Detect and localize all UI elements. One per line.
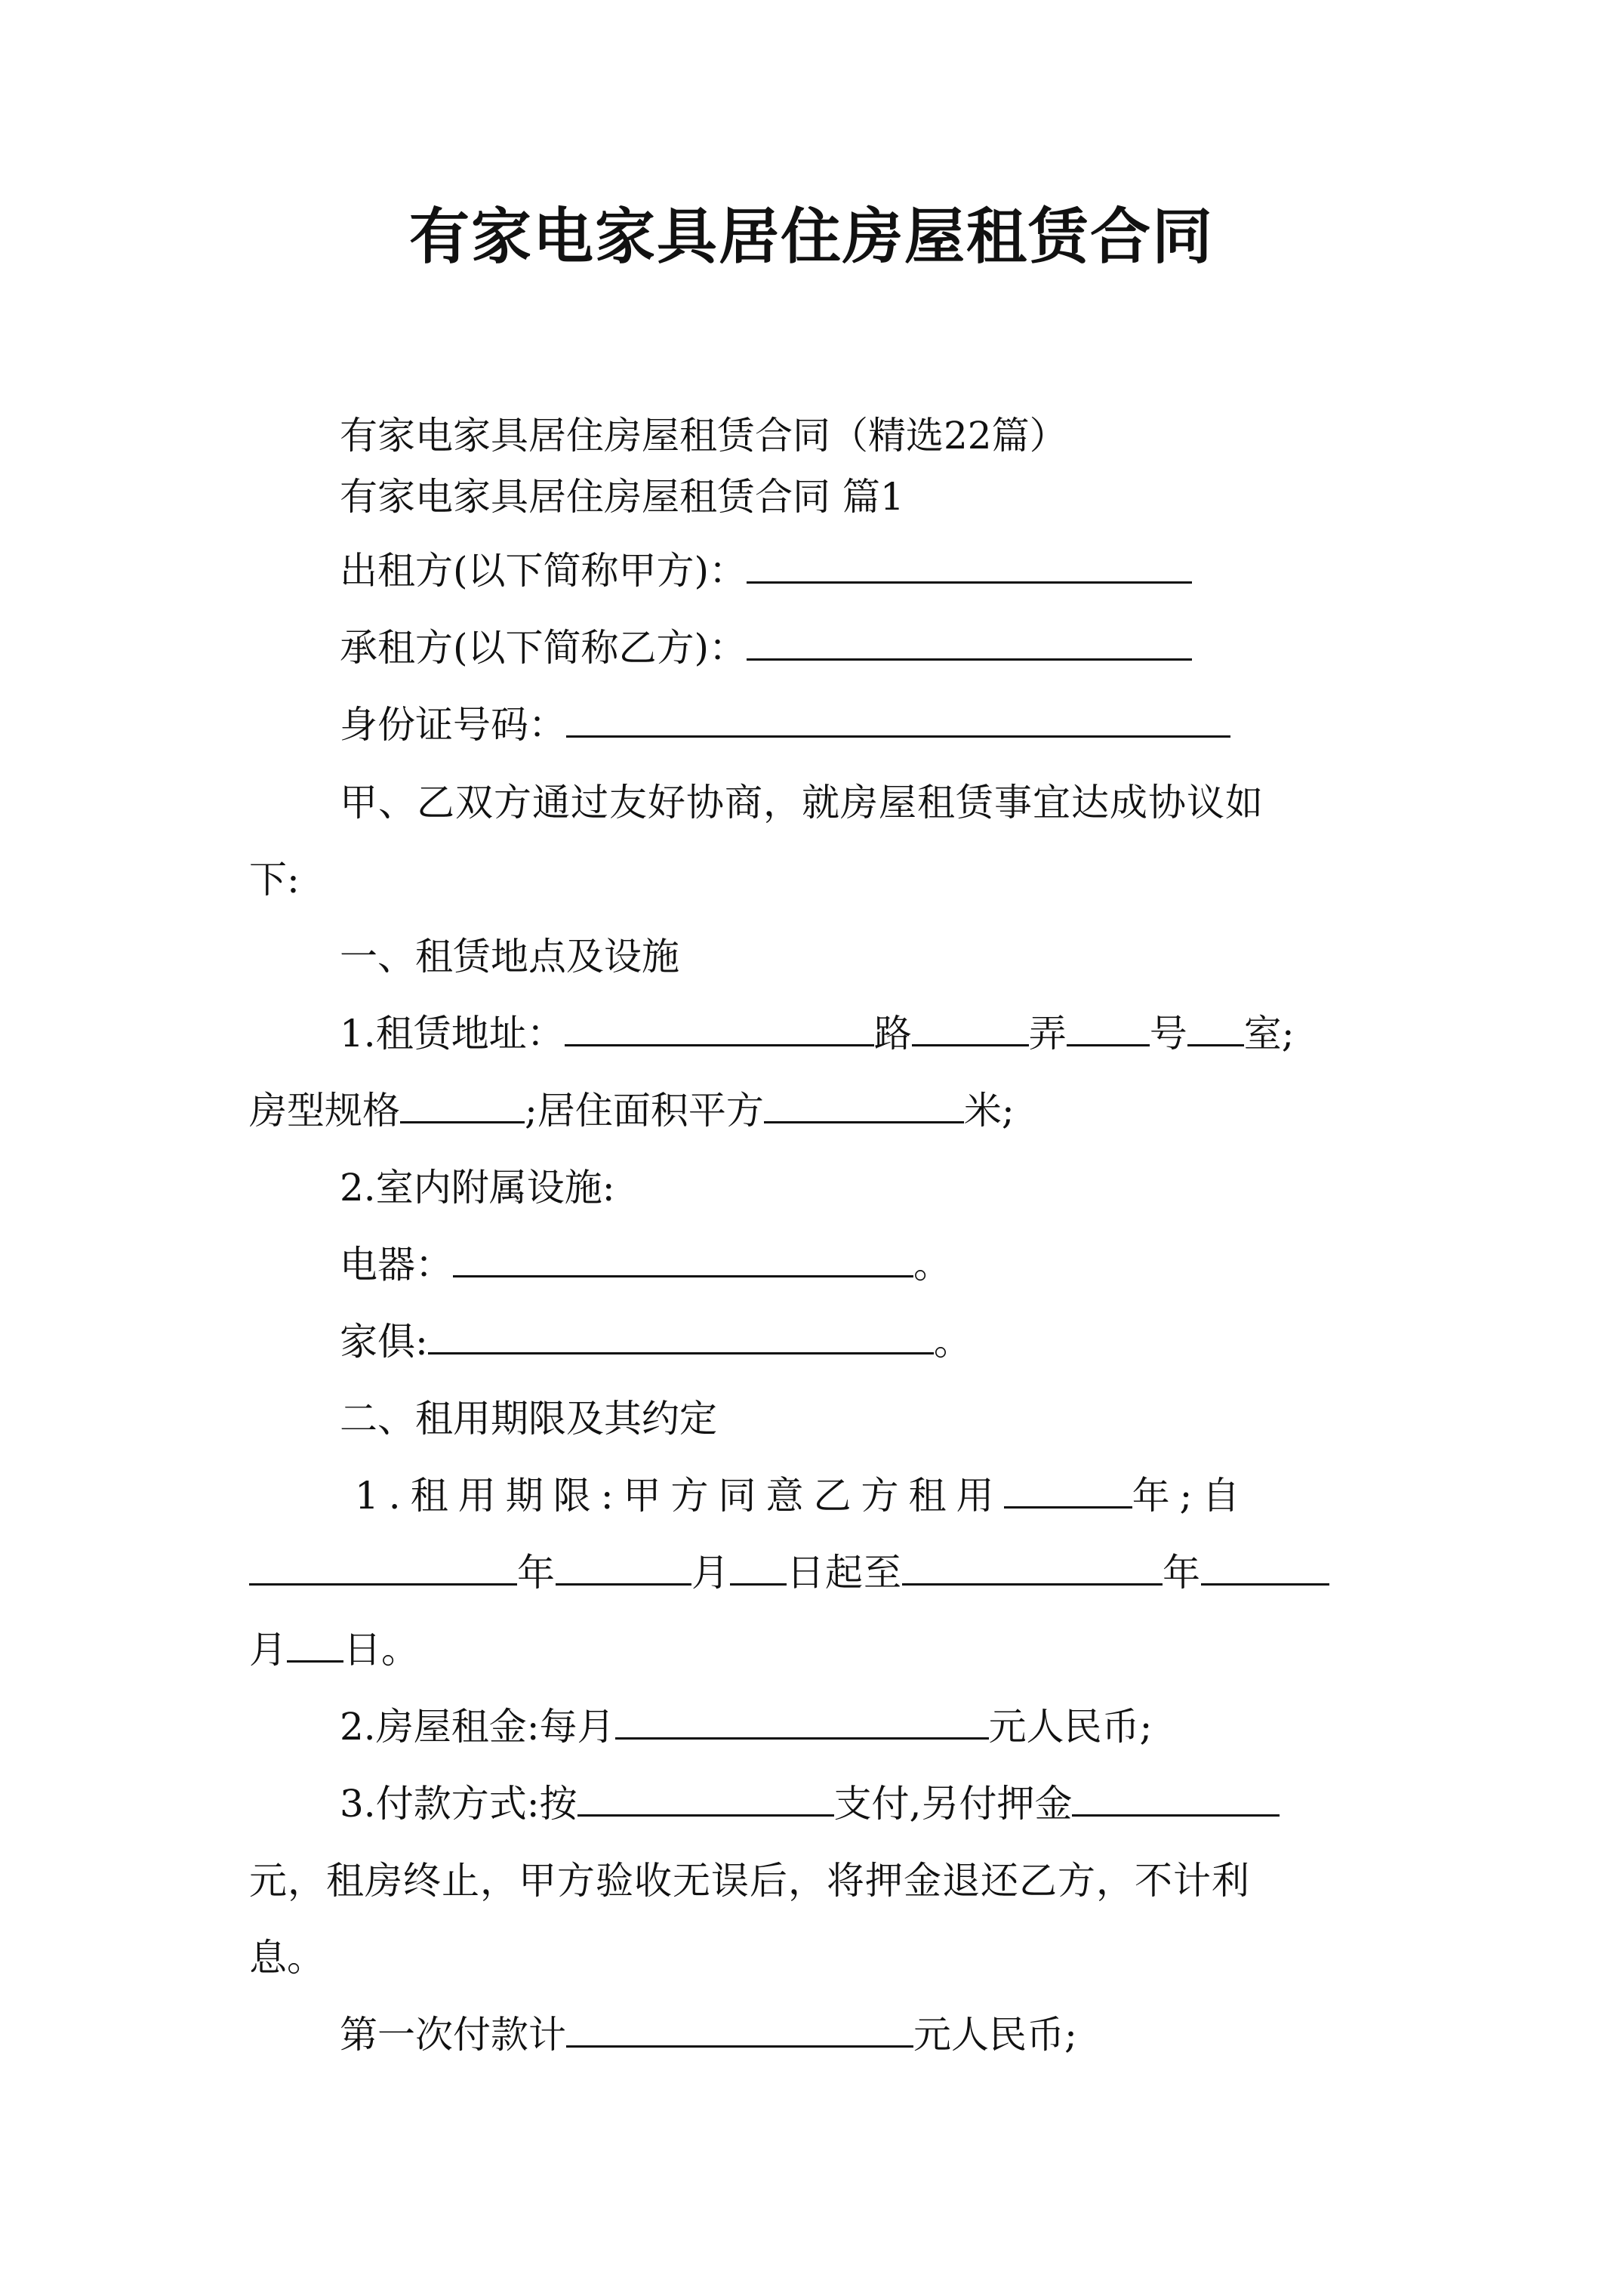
address-label: 1.租赁地址： [340, 1012, 565, 1056]
deposit-line-2: 息。 [249, 1936, 325, 1980]
furniture-row [340, 1315, 972, 1368]
meter-text: 米; [963, 1089, 1015, 1133]
term-end-row [249, 1623, 419, 1676]
term-year-text: 年;自 [1132, 1474, 1250, 1518]
document-title: 有家电家具居住房屋租赁合同 [409, 201, 1214, 272]
deposit-blank[interactable] [1072, 1780, 1280, 1817]
term-label: 1.租用期限:甲方同意乙方租用 [355, 1474, 1004, 1518]
month1-text: 月 [691, 1551, 730, 1595]
first-payment-row [340, 2008, 1077, 2061]
day-from-text: 日起至 [787, 1551, 902, 1595]
id-row [340, 698, 1230, 751]
facilities-label: 2.室内附属设施: [340, 1166, 615, 1210]
rent-blank[interactable] [615, 1703, 989, 1740]
part2-heading: 二、租用期限及其约定 [340, 1397, 717, 1441]
room-blank[interactable] [1187, 1009, 1244, 1046]
start-year-blank[interactable] [249, 1549, 517, 1586]
day-end-text: 日。 [343, 1628, 419, 1672]
lessor-label: 出租方(以下简称甲方)： [340, 549, 747, 593]
appliances-row [340, 1238, 951, 1291]
appliances-label: 电器： [340, 1243, 453, 1287]
intro-line-1: 甲、乙双方通过友好协商，就房屋租赁事宜达成协议如 [340, 781, 1264, 824]
lessor-row [340, 544, 1192, 597]
first-payment-blank[interactable] [566, 2011, 913, 2048]
furniture-end: 。 [933, 1320, 972, 1364]
month2-text: 月 [249, 1628, 287, 1672]
end-day-blank[interactable] [287, 1626, 343, 1663]
payment-mid: 支付,另付押金 [833, 1782, 1073, 1826]
house-type-row [249, 1084, 1015, 1137]
lane-blank[interactable] [912, 1009, 1029, 1046]
year1-text: 年 [517, 1551, 556, 1595]
appliances-end: 。 [913, 1243, 951, 1287]
house-type-label: 房型规格 [249, 1089, 400, 1133]
lessor-blank[interactable] [747, 547, 1192, 584]
lessee-blank[interactable] [747, 624, 1192, 661]
id-blank[interactable] [566, 701, 1230, 738]
area-label: ;居住面积平方 [525, 1089, 764, 1133]
rent-row [340, 1700, 1152, 1753]
house-type-blank[interactable] [400, 1086, 525, 1123]
first-payment-unit: 元人民币; [913, 2013, 1077, 2057]
number-blank[interactable] [1067, 1009, 1150, 1046]
number-text: 号 [1149, 1012, 1187, 1056]
id-label: 身份证号码： [340, 703, 566, 747]
term-years-blank[interactable] [1004, 1472, 1132, 1509]
deposit-line-1: 元，租房终止，甲方验收无误后，将押金退还乙方，不计利 [249, 1859, 1250, 1903]
payment-label: 3.付款方式:按 [340, 1782, 577, 1826]
road-blank[interactable] [565, 1009, 874, 1046]
section-heading: 有家电家具居住房屋租赁合同 篇1 [340, 475, 904, 519]
address-row [340, 1007, 1295, 1060]
start-month-blank[interactable] [556, 1549, 691, 1586]
lessee-row [340, 621, 1192, 674]
road-text: 路 [873, 1012, 912, 1056]
intro-line-2: 下: [249, 858, 300, 901]
lane-text: 弄 [1028, 1012, 1067, 1056]
start-day-blank[interactable] [730, 1549, 787, 1586]
part1-heading: 一、租赁地点及设施 [340, 935, 679, 978]
end-year-blank[interactable] [902, 1549, 1163, 1586]
first-payment-label: 第一次付款计 [340, 2013, 566, 2057]
end-month-blank-1[interactable] [1201, 1549, 1329, 1586]
rent-label: 2.房屋租金:每月 [340, 1705, 615, 1749]
year2-text: 年 [1163, 1551, 1201, 1595]
room-text: 室; [1243, 1012, 1295, 1056]
lessee-label: 承租方(以下简称乙方)： [340, 626, 747, 670]
subtitle: 有家电家具居住房屋租赁合同（精选22篇） [340, 414, 1067, 458]
furniture-label: 家俱: [340, 1320, 428, 1364]
payment-row [340, 1777, 1280, 1830]
appliances-blank[interactable] [453, 1240, 913, 1277]
term-row [355, 1469, 1249, 1522]
furniture-blank[interactable] [428, 1318, 934, 1354]
area-blank[interactable] [764, 1086, 964, 1123]
rent-unit: 元人民币; [988, 1705, 1153, 1749]
payment-method-blank[interactable] [577, 1780, 834, 1817]
term-dates-row [249, 1546, 1329, 1599]
